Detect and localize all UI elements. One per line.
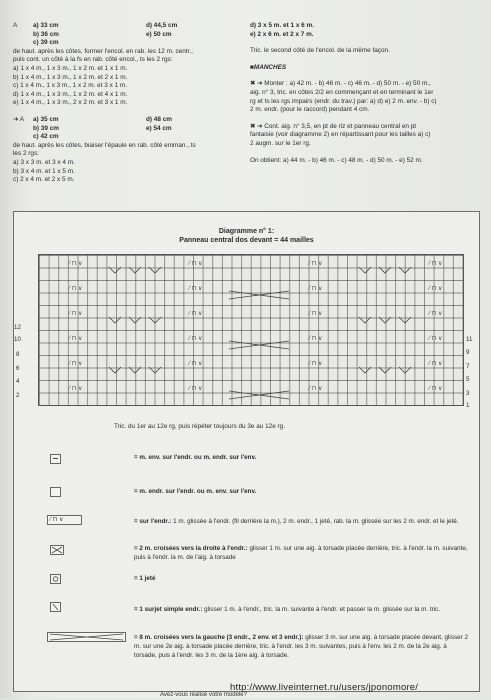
cable-cross-icon (229, 391, 289, 399)
manches-p1-line: rg et ts les rgs impairs (endr. du trav.) par: a) d) e) 2 m. env. - b) c) (250, 97, 437, 105)
cross-right-icon (359, 367, 411, 373)
row-number: 11 (466, 336, 473, 343)
row-number: 1 (466, 402, 470, 409)
dash-square-icon (50, 454, 61, 464)
svg-text:⁄ ⊓ ∨: ⁄ ⊓ ∨ (69, 286, 83, 292)
manches-p2-line: ✖ ➜ Cont. aig. n° 3,5, en pt de riz et panneau central en pt (250, 122, 417, 130)
manches-p1-line: 2 m. endr. (pour le raccord) pendant 4 cm. (250, 106, 370, 114)
svg-text:⁄ ⊓ ∨: ⁄ ⊓ ∨ (429, 386, 443, 392)
svg-text:⁄ ⊓ ∨: ⁄ ⊓ ∨ (189, 261, 203, 267)
legend-item: = m. endr. sur l'endr. ou m. env. sur l'env. (134, 488, 257, 495)
svg-text:⁄ ⊓ ∨: ⁄ ⊓ ∨ (189, 336, 203, 342)
section-heading: ■MANCHES (250, 63, 287, 71)
svg-text:⁄ ⊓ ∨: ⁄ ⊓ ∨ (309, 361, 323, 367)
stitch-chart (38, 254, 464, 406)
para1-line: puis cont. un côté à la fs en rab. côté encol., ts les 2 rgs: (13, 56, 173, 64)
cable-cross-icon (229, 341, 289, 349)
size-line: d) 3 x 5 m. et 1 x 6 m. (250, 22, 314, 29)
para1-line: a) 1 x 4 m., 1 x 3 m., 1 x 2 m. et 1 x 1 m. (13, 64, 128, 72)
size-a: a) 33 cm (33, 22, 59, 29)
slip-knit-yo-pass-icon: ⁄ ⊓ ∨ (47, 515, 82, 525)
row-number: 4 (16, 378, 20, 385)
svg-text:⁄ ⊓ ∨: ⁄ ⊓ ∨ (69, 361, 83, 367)
watermark-url[interactable]: http://www.liveinternet.ru/users/jponomore/ (230, 682, 419, 693)
row-number: 5 (466, 376, 470, 383)
svg-text:⁄ ⊓ ∨: ⁄ ⊓ ∨ (429, 261, 443, 267)
size-a: a) 35 cm (33, 115, 59, 123)
row-number: 7 (466, 363, 470, 370)
size-d: d) 48 cm (146, 115, 172, 123)
row-number: 12 (14, 324, 21, 331)
cross-right-icon (50, 545, 64, 555)
para2-line: c) 2 x 4 m. et 2 x 5 m. (13, 176, 75, 184)
legend-item: = m. env. sur l'endr. ou m. endr. sur l'env. (134, 454, 257, 461)
square-bullet-icon: ■ (250, 63, 254, 71)
para1-line: e) 1 x 4 m., 1 x 3 m., 2 x 2 m. et 3 x 1 m. (13, 99, 128, 107)
diagram-caption: Tric. du 1er au 12e rg, puis répéter toujours du 3e au 12e rg. (114, 423, 285, 430)
manches-p3: On obtient: a) 44 m. - b) 46 m. - c) 48 m. - d) 50 m. - e) 52 m. (250, 156, 423, 164)
cable-cross-icon (229, 291, 289, 299)
para1-line: c) 1 x 4 m., 1 x 3 m., 1 x 2 m. et 3 x 1 m. (13, 82, 127, 90)
cross-right-icon (109, 367, 161, 373)
size-c: c) 39 cm (33, 39, 59, 47)
para2-line: b) 3 x 4 m. et 1 x 5 m. (13, 167, 75, 175)
para2-line: les 2 rgs: (13, 150, 39, 158)
legend-item: = 1 jeté (134, 575, 156, 582)
row-number: 9 (466, 349, 470, 356)
cross-right-icon (359, 267, 411, 273)
row-number: 8 (16, 351, 20, 358)
cross-right-icon (109, 317, 161, 323)
para1-line: de haut. après les côtes, former l'encol. en rab. les 12 m. centr., (13, 47, 193, 55)
svg-text:⁄ ⊓ ∨: ⁄ ⊓ ∨ (309, 286, 323, 292)
left-column (13, 22, 243, 185)
cross-right-icon (359, 317, 411, 323)
diagram-box (13, 211, 480, 692)
size-b: b) 36 cm (33, 30, 59, 38)
manches-p1-line: aig. n° 3, tric. en côtes 2/2 en commençant et en terminant le 1er (250, 88, 434, 96)
svg-text:⁄ ⊓ ∨: ⁄ ⊓ ∨ (189, 361, 203, 367)
svg-text:⁄ ⊓ ∨: ⁄ ⊓ ∨ (69, 336, 83, 342)
svg-text:⁄ ⊓ ∨: ⁄ ⊓ ∨ (309, 386, 323, 392)
chart-symbols (39, 255, 463, 405)
size-d: d) 44,5 cm (146, 22, 178, 29)
svg-text:⁄ ⊓ ∨: ⁄ ⊓ ∨ (429, 286, 443, 292)
para1-line: d) 1 x 4 m., 1 x 3 m., 1 x 2 m. et 4 x 1 m. (13, 90, 128, 98)
tric-line: Tric. le second côté de l'encol. de la même façon. (250, 47, 390, 55)
size-letter: A (13, 22, 18, 29)
svg-text:⁄ ⊓ ∨: ⁄ ⊓ ∨ (309, 336, 323, 342)
footer-note: Avez-vous réalisé votre modèle? (160, 692, 247, 698)
legend-item: = sur l'endr.: 1 m. glissée à l'endr. (fil derrière la m.), 2 m. endr., 1 jeté, rab. la m. glissée sur les 2 m. endr. et le jeté. (134, 518, 459, 525)
svg-text:⁄ ⊓ ∨: ⁄ ⊓ ∨ (189, 311, 203, 317)
svg-text:⁄ ⊓ ∨: ⁄ ⊓ ∨ (429, 361, 443, 367)
cross-left-8-icon (47, 632, 126, 642)
manches-p2-line: 2 augm. sur le 1er rg. (250, 139, 311, 147)
legend-item: = 8 m. croisées vers la gauche (3 endr., 2 env. et 3 endr.): glisser 3 m. sur une aig. à torsade placée devant, glisser 2 m. sur une 2e aig. à torsade placée derrière, tric. à l'endr. les 3 m. suivantes, puis à l'env. les 2 m. de la 2e aig. à torsade, puis à l'endr. les 3 m. de la 1ère aig. à torsade. (134, 634, 468, 659)
para2-line: de haut. après les côtes, biaiser l'épaule en rab. côté emman., ts (13, 141, 196, 149)
diagram-title: Diagramme n° 1: (218, 228, 275, 235)
svg-text:⁄ ⊓ ∨: ⁄ ⊓ ∨ (309, 311, 323, 317)
right-column (250, 22, 482, 165)
svg-text:⁄ ⊓ ∨: ⁄ ⊓ ∨ (69, 386, 83, 392)
para2-line: a) 3 x 3 m. et 3 x 4 m. (13, 158, 75, 166)
row-number: 10 (14, 336, 21, 343)
size-c: c) 42 cm (33, 133, 59, 141)
svg-text:⁄ ⊓ ∨: ⁄ ⊓ ∨ (429, 311, 443, 317)
svg-text:⁄ ⊓ ∨: ⁄ ⊓ ∨ (189, 286, 203, 292)
svg-text:⁄ ⊓ ∨: ⁄ ⊓ ∨ (69, 311, 83, 317)
svg-text:⁄ ⊓ ∨: ⁄ ⊓ ∨ (189, 386, 203, 392)
manches-p1-line: ✖ ➜ Monter : a) 42 m. - b) 46 m. - c) 46 m. - d) 50 m. - e) 50 m., (250, 80, 431, 88)
manches-p2-line: fantaisie (voir diagramme 2) en répartissant pour les tailles a) c) (250, 131, 431, 139)
size-line: e) 2 x 6 m. et 2 x 7 m. (250, 30, 314, 38)
cross-right-icon (109, 267, 161, 273)
svg-text:⁄ ⊓ ∨: ⁄ ⊓ ∨ (429, 336, 443, 342)
empty-square-icon (50, 487, 61, 497)
row-number: 2 (16, 392, 20, 399)
ssk-icon (50, 602, 61, 612)
yarn-over-icon (50, 574, 61, 584)
svg-text:⁄ ⊓ ∨: ⁄ ⊓ ∨ (309, 261, 323, 267)
size-b: b) 39 cm (33, 124, 59, 132)
svg-text:⁄ ⊓ ∨: ⁄ ⊓ ∨ (69, 261, 83, 267)
row-number: 3 (466, 390, 470, 397)
diagram-subtitle: Panneau central dos devant = 44 mailles (179, 237, 314, 244)
size-e: e) 54 cm (146, 124, 172, 132)
legend-item: = 2 m. croisées vers la droite à l'endr.: glisser 1 m. sur une aig. à torsade placée derrière, tric. à l'endr. la m. suivante, puis à l'endr. la m. de l'aig. à torsade (134, 545, 468, 561)
row-number: 6 (16, 365, 20, 372)
arrow-size-letter: ➜ A (13, 115, 25, 123)
legend-item: = 1 surjet simple endr.: glisser 1 m. à l'endr., tric. la m. suivante à l'endr. et passer la m. glissée sur la m. tric. (134, 606, 440, 613)
para1-line: b) 1 x 4 m., 1 x 3 m., 1 x 2 m. et 2 x 1 m. (13, 73, 128, 81)
size-e: e) 50 cm (146, 30, 172, 38)
